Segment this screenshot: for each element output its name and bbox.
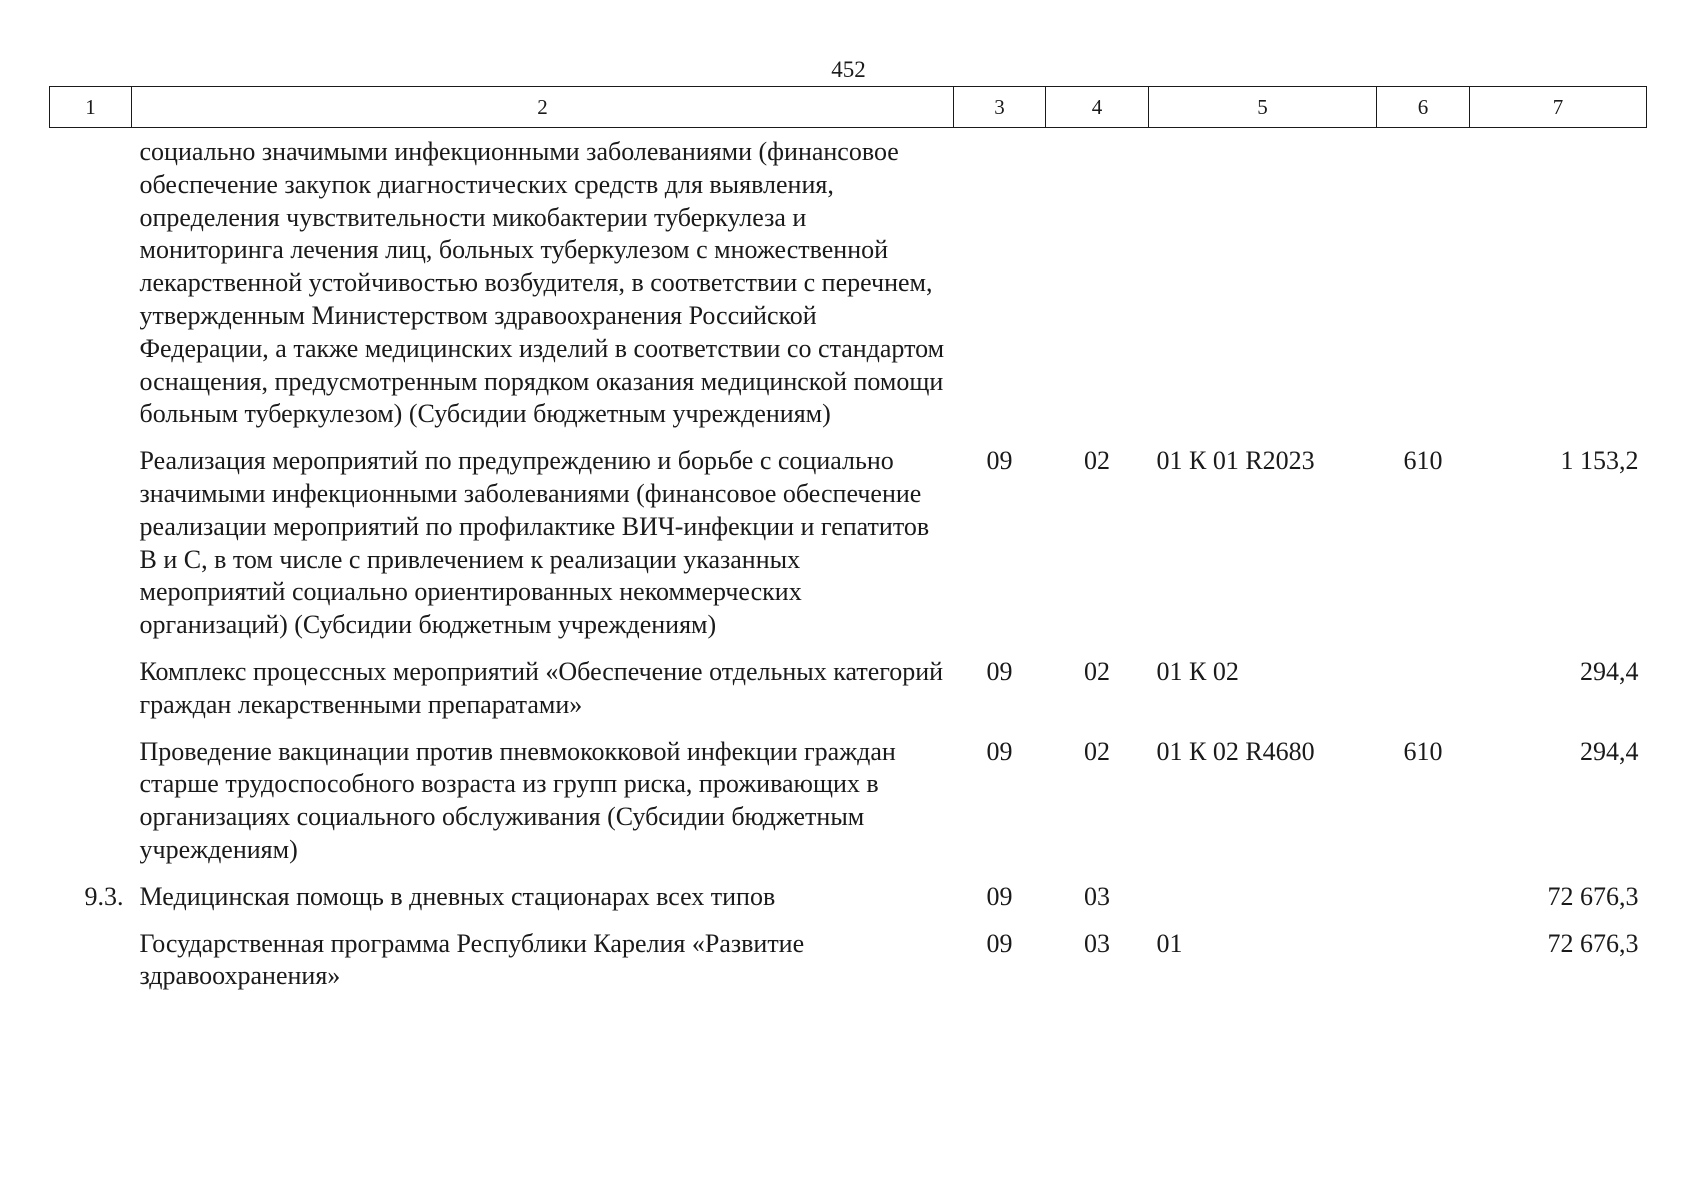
row-amount: [1470, 128, 1647, 446]
row-target-code: 01 К 02 R4680: [1156, 736, 1315, 766]
row-expense-type: [1377, 881, 1470, 928]
row-target-code: 01 К 02: [1156, 656, 1239, 686]
row-target-code: [1149, 881, 1377, 928]
row-name: социально значимыми инфекционными заболеваниями (финансовое обеспечение закупок диагностических средств для выявления, определения чувствительности микобактерии туберкулеза и мониторинга лечения лиц, больных туберкулезом с множественной лекарственной устойчивостью возбудителя, в соответствии с перечнем, утвержденным Министерством здравоохранения Российской Федерации, а также медицинских изделий в соответствии со стандартом оснащения, предусмотренным порядком оказания медицинской помощи больным туберкулезом) (Субсидии бюджетным учреждениям): [139, 137, 945, 429]
row-subsection: [1046, 128, 1149, 446]
row-target-code: [1149, 128, 1377, 446]
row-target-code: 01: [1156, 928, 1183, 958]
row-subsection: 03: [1084, 881, 1110, 911]
column-header: 5: [1149, 87, 1377, 128]
row-amount: 72 676,3: [1547, 881, 1639, 911]
row-name: Государственная программа Республики Карелия «Развитие здравоохранения»: [139, 928, 805, 991]
row-expense-type: 610: [1403, 446, 1443, 476]
row-expense-type: [1377, 656, 1470, 736]
column-header: 1: [50, 87, 132, 128]
row-amount: 294,4: [1580, 656, 1639, 686]
row-name: Реализация мероприятий по предупреждению и борьбе с социально значимыми инфекционными заболеваниями (финансовое обеспечение реализации мероприятий по профилактике ВИЧ-инфекции и гепатитов В и С, в том числе с привлечением к реализации указанных мероприятий социально ориентированных некоммерческих организаций) (Субсидии бюджетным учреждениям): [139, 446, 930, 640]
row-amount: 1 153,2: [1560, 446, 1639, 476]
table-header-row: [50, 87, 1647, 128]
column-header: 3: [954, 87, 1046, 128]
table-row: [50, 656, 1647, 736]
row-section: [954, 128, 1046, 446]
row-section: 09: [986, 446, 1013, 476]
row-number: [50, 445, 132, 656]
row-subsection: 02: [1084, 446, 1110, 476]
page-number: 452: [831, 57, 866, 82]
column-header: 6: [1377, 87, 1470, 128]
row-expense-type: [1377, 128, 1470, 446]
row-number: [50, 928, 132, 1008]
row-number: [50, 128, 132, 446]
table-row: [50, 928, 1647, 1008]
row-amount: 72 676,3: [1547, 928, 1639, 958]
table-row: [50, 736, 1647, 881]
row-name: Комплекс процессных мероприятий «Обеспечение отдельных категорий граждан лекарственными препаратами»: [139, 656, 944, 719]
row-expense-type: 610: [1403, 736, 1443, 766]
row-section: 09: [986, 928, 1013, 958]
column-header: 7: [1470, 87, 1647, 128]
row-section: 09: [986, 656, 1013, 686]
budget-table: [49, 86, 1647, 1007]
column-header: 2: [132, 87, 954, 128]
table-row: [50, 128, 1647, 446]
row-subsection: 03: [1084, 928, 1110, 958]
row-number: [50, 736, 132, 881]
table-row: [50, 881, 1647, 928]
row-section: 09: [986, 736, 1013, 766]
row-number: 9.3.: [84, 881, 124, 911]
row-expense-type: [1377, 928, 1470, 1008]
row-name: Проведение вакцинации против пневмококковой инфекции граждан старше трудоспособного возраста из групп риска, проживающих в организациях социального обслуживания (Субсидии бюджетным учреждениям): [139, 736, 896, 864]
row-subsection: 02: [1084, 656, 1110, 686]
row-subsection: 02: [1084, 736, 1110, 766]
row-target-code: 01 К 01 R2023: [1156, 446, 1315, 476]
row-amount: 294,4: [1580, 736, 1639, 766]
row-name: Медицинская помощь в дневных стационарах всех типов: [139, 881, 776, 911]
row-number: [50, 656, 132, 736]
column-header: 4: [1046, 87, 1149, 128]
row-section: 09: [986, 881, 1013, 911]
table-row: [50, 445, 1647, 656]
